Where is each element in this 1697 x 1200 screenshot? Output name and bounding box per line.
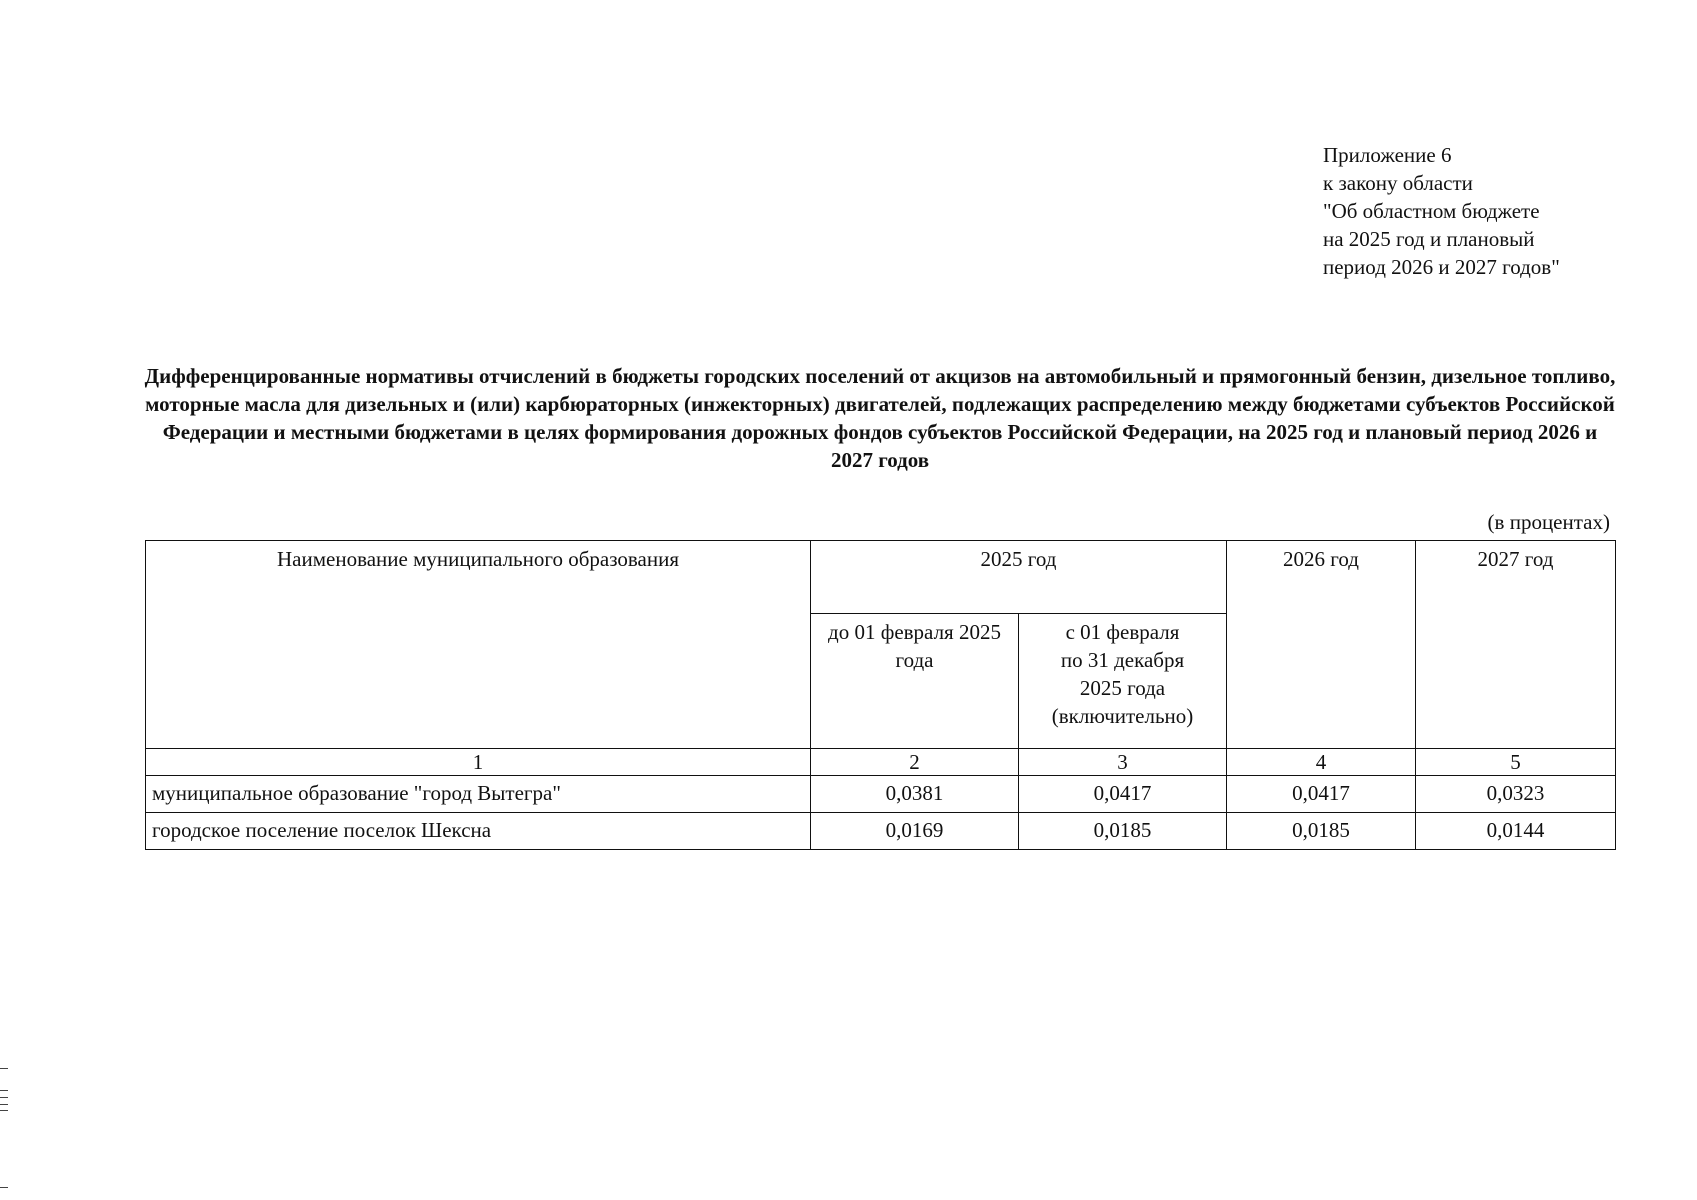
- annex-line: период 2026 и 2027 годов": [1323, 255, 1560, 279]
- header-from-february-line: по 31 декабря: [1060, 648, 1185, 672]
- header-name: Наименование муниципального образования: [146, 541, 811, 749]
- scan-artifact-mark: [0, 1097, 8, 1098]
- annex-line: Приложение 6: [1323, 143, 1452, 167]
- annex-line: "Об областном бюджете: [1323, 199, 1540, 223]
- header-from-february-line: с 01 февраля: [1065, 620, 1180, 644]
- header-from-february-line: 2025 года: [1079, 676, 1166, 700]
- header-from-february: [1019, 614, 1227, 749]
- value-before-february: 0,0381: [811, 776, 1019, 813]
- value-before-february: 0,0169: [811, 813, 1019, 850]
- column-number: 3: [1019, 749, 1227, 776]
- value-2026: 0,0417: [1227, 776, 1416, 813]
- scan-artifact-mark: [0, 1090, 8, 1091]
- norms-table: [145, 540, 1616, 850]
- municipality-name: городское поселение поселок Шексна: [146, 813, 811, 850]
- column-number: 4: [1227, 749, 1416, 776]
- annex-line: к закону области: [1323, 171, 1473, 195]
- column-number: 1: [146, 749, 811, 776]
- header-before-february: до 01 февраля 2025 года: [811, 614, 1019, 749]
- value-2027: 0,0144: [1416, 813, 1616, 850]
- value-2026: 0,0185: [1227, 813, 1416, 850]
- header-from-february-line: (включительно): [1051, 704, 1194, 728]
- table-header-row: [146, 541, 1616, 614]
- scan-artifact-mark: [0, 1187, 8, 1188]
- header-year-2025: 2025 год: [811, 541, 1227, 614]
- value-from-february: 0,0185: [1019, 813, 1227, 850]
- unit-note: (в процентах): [1487, 510, 1610, 534]
- value-from-february: 0,0417: [1019, 776, 1227, 813]
- column-number: 2: [811, 749, 1019, 776]
- annex-block: [1323, 141, 1653, 281]
- scan-artifact-mark: [0, 1104, 8, 1105]
- municipality-name: муниципальное образование "город Вытегра": [146, 776, 811, 813]
- header-year-2027: 2027 год: [1416, 541, 1616, 749]
- table-row: [146, 776, 1616, 813]
- column-number: 5: [1416, 749, 1616, 776]
- column-number-row: [146, 749, 1616, 776]
- value-2027: 0,0323: [1416, 776, 1616, 813]
- scan-artifact-mark: [0, 1110, 8, 1111]
- document-title: Дифференцированные нормативы отчислений в бюджеты городских поселений от акцизов на автомобильный и прямогонный бензин, дизельное топливо, моторные масла для дизельных и (или) карбюраторных (инжекторных) двигателей, подлежащих распределению между бюджетами субъектов Российской Федерации и местными бюджетами в целях формирования дорожных фондов субъектов Российской Федерации, на 2025 год и плановый период 2026 и 2027 годов: [144, 364, 1616, 472]
- header-year-2026: 2026 год: [1227, 541, 1416, 749]
- scan-artifact-mark: [0, 1068, 8, 1069]
- table-row: [146, 813, 1616, 850]
- annex-line: на 2025 год и плановый: [1323, 227, 1535, 251]
